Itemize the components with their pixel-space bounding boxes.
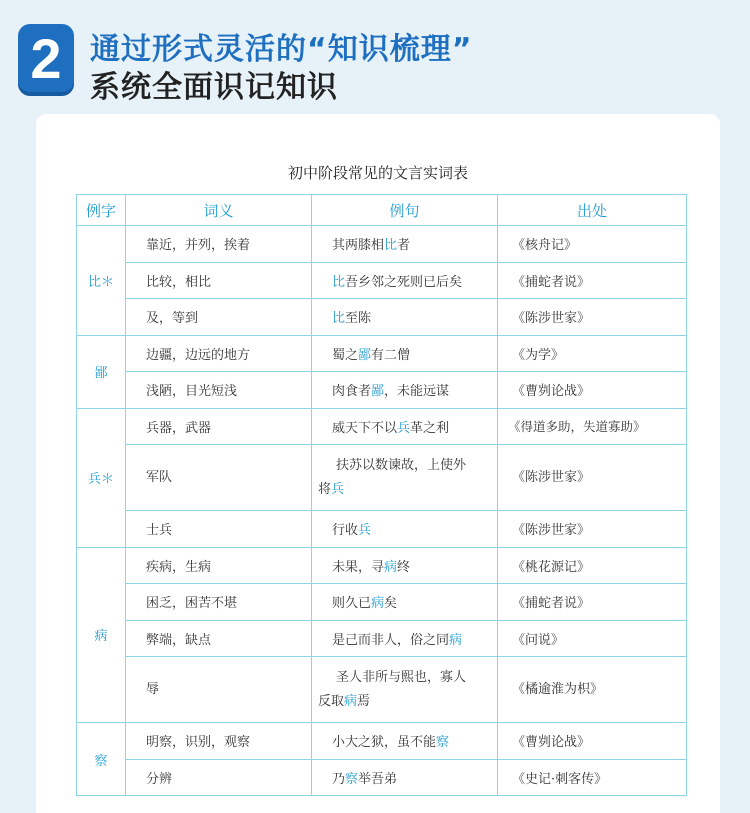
table-row (77, 511, 687, 548)
meaning-cell: 靠近，并列，挨着 (126, 226, 312, 263)
meaning-cell: 弊端，缺点 (126, 620, 312, 657)
meaning-cell: 兵器，武器 (126, 408, 312, 445)
source-cell: 《陈涉世家》 (498, 445, 687, 511)
example-cell: 行收兵 (312, 511, 498, 548)
header-meaning: 词义 (126, 195, 312, 226)
source-cell: 《得道多助，失道寡助》 (498, 408, 687, 445)
source-cell: 《史记·刺客传》 (498, 759, 687, 796)
source-cell: 《曹刿论战》 (498, 372, 687, 409)
table-row (77, 262, 687, 299)
source-cell: 《为学》 (498, 335, 687, 372)
source-cell: 《橘逾淮为枳》 (498, 657, 687, 723)
table-row (77, 299, 687, 336)
table-row (77, 657, 687, 723)
table-row (77, 226, 687, 263)
example-cell: 是己而非人，俗之同病 (312, 620, 498, 657)
meaning-cell: 疾病，生病 (126, 547, 312, 584)
example-cell: 蜀之鄙有二僧 (312, 335, 498, 372)
char-cell: 比＊ (77, 226, 126, 336)
meaning-cell: 分辨 (126, 759, 312, 796)
section-header (18, 24, 718, 104)
source-cell: 《曹刿论战》 (498, 723, 687, 760)
example-cell: 比吾乡邻之死则已后矣 (312, 262, 498, 299)
meaning-cell: 比较，相比 (126, 262, 312, 299)
meaning-cell: 及，等到 (126, 299, 312, 336)
char-cell: 病 (77, 547, 126, 723)
meaning-cell: 困乏，困苦不堪 (126, 584, 312, 621)
table-row (77, 372, 687, 409)
table-row (77, 584, 687, 621)
char-cell: 鄙 (77, 335, 126, 408)
table-row (77, 723, 687, 760)
source-cell: 《捕蛇者说》 (498, 262, 687, 299)
table-row (77, 445, 687, 511)
example-cell: 乃察举吾弟 (312, 759, 498, 796)
source-cell: 《桃花源记》 (498, 547, 687, 584)
meaning-cell: 浅陋，目光短浅 (126, 372, 312, 409)
char-cell: 察 (77, 723, 126, 796)
source-cell: 《陈涉世家》 (498, 299, 687, 336)
meaning-cell: 辱 (126, 657, 312, 723)
meaning-cell: 士兵 (126, 511, 312, 548)
source-cell: 《问说》 (498, 620, 687, 657)
table-row (77, 620, 687, 657)
example-cell: 肉食者鄙，未能远谋 (312, 372, 498, 409)
table-title: 初中阶段常见的文言实词表 (287, 164, 468, 182)
example-cell: 比至陈 (312, 299, 498, 336)
meaning-cell: 边疆，边远的地方 (126, 335, 312, 372)
source-cell: 《陈涉世家》 (498, 511, 687, 548)
example-cell: 扶苏以数谏故，上使外 将兵 (312, 445, 498, 511)
section-title: 通过形式灵活的“知识梳理” (90, 32, 473, 67)
table-row (77, 759, 687, 796)
example-cell: 则久已病矣 (312, 584, 498, 621)
meaning-cell: 军队 (126, 445, 312, 511)
table-header-row (77, 195, 687, 226)
example-cell: 威天下不以兵革之利 (312, 408, 498, 445)
table-row (77, 408, 687, 445)
header-example: 例句 (312, 195, 498, 226)
section-number-badge: 2 (18, 24, 74, 92)
example-cell: 圣人非所与熙也，寡人 反取病焉 (312, 657, 498, 723)
example-cell: 其两膝相比者 (312, 226, 498, 263)
char-cell: 兵＊ (77, 408, 126, 547)
section-subtitle: 系统全面识记知识 (90, 70, 338, 105)
source-cell: 《捕蛇者说》 (498, 584, 687, 621)
vocabulary-table (76, 194, 687, 796)
example-cell: 小大之狱，虽不能察 (312, 723, 498, 760)
meaning-cell: 明察，识别，观察 (126, 723, 312, 760)
content-card (36, 114, 720, 813)
table-row (77, 335, 687, 372)
header-char: 例字 (77, 195, 126, 226)
header-source: 出处 (498, 195, 687, 226)
source-cell: 《核舟记》 (498, 226, 687, 263)
table-row (77, 547, 687, 584)
example-cell: 未果，寻病终 (312, 547, 498, 584)
